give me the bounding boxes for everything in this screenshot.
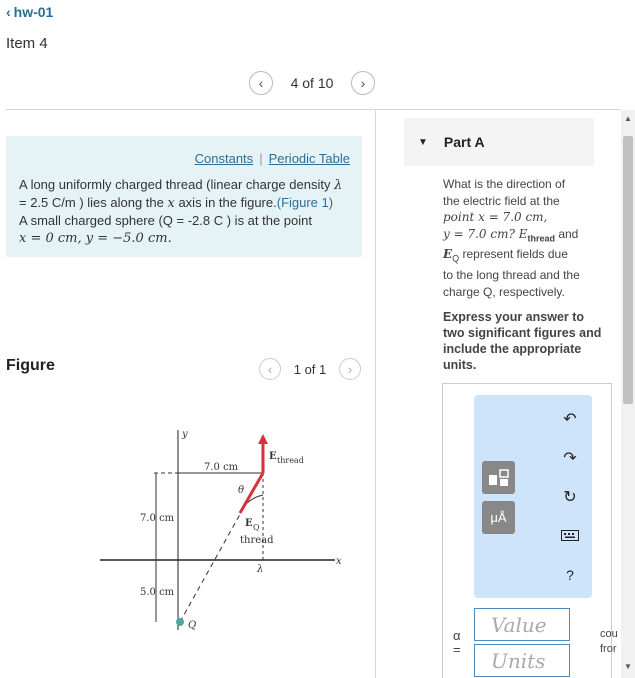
back-to-assignment-link[interactable] bbox=[6, 4, 53, 20]
value-input[interactable]: Value bbox=[474, 608, 570, 641]
periodic-table-link[interactable]: Periodic Table bbox=[268, 151, 350, 166]
problem-text-3: axis in the figure. bbox=[174, 195, 277, 210]
chevron-left-icon: ‹ bbox=[6, 4, 11, 20]
item-pager bbox=[249, 70, 375, 96]
question-line: charge Q, respectively. bbox=[443, 284, 565, 299]
answer-instruction: Express your answer to two significant figures and include the appropriate units. bbox=[443, 310, 602, 372]
units-button[interactable]: μÅ bbox=[482, 501, 515, 534]
chevron-right-icon: › bbox=[347, 361, 353, 377]
e-thread-label: E bbox=[269, 451, 277, 462]
template-icon bbox=[488, 469, 510, 487]
item-title: Item 4 bbox=[6, 35, 48, 52]
question-line: What is the direction of bbox=[443, 177, 566, 191]
redo-icon[interactable]: ↷ bbox=[563, 450, 577, 467]
figure-position-label: 1 of 1 bbox=[293, 361, 327, 377]
part-a-header[interactable] bbox=[404, 118, 594, 166]
math-toolbar bbox=[474, 395, 592, 598]
assignment-name: hw-01 bbox=[13, 4, 54, 20]
question-subscript: thread bbox=[527, 232, 555, 243]
physics-figure bbox=[100, 425, 350, 635]
truncated-text-1: cou bbox=[600, 628, 618, 640]
alpha-symbol: α bbox=[453, 628, 461, 643]
thread-label: thread bbox=[240, 535, 274, 546]
question-line: E bbox=[443, 247, 453, 262]
problem-text-5: x = 0 cm, y = −5.0 cm. bbox=[19, 231, 172, 246]
scroll-up-icon[interactable]: ▲ bbox=[624, 114, 632, 123]
left-dimension-upper-label: 7.0 cm bbox=[140, 513, 175, 524]
question-line: and bbox=[554, 226, 579, 241]
question-line: y = 7.0 cm? E bbox=[443, 226, 528, 241]
question-subscript: Q bbox=[452, 253, 460, 264]
part-title: Part A bbox=[443, 134, 485, 150]
problem-statement bbox=[19, 176, 354, 247]
collapse-triangle-icon: ▼ bbox=[418, 136, 428, 148]
lambda-label: λ bbox=[257, 564, 264, 575]
previous-figure-button[interactable] bbox=[259, 358, 281, 380]
units-input[interactable]: Units bbox=[474, 644, 570, 677]
next-figure-button[interactable] bbox=[339, 358, 361, 380]
question-line: point x = 7.0 cm, bbox=[443, 210, 548, 224]
charge-q-dot bbox=[176, 618, 184, 626]
e-q-label: E bbox=[245, 518, 253, 529]
question-line: represent fields due bbox=[459, 247, 568, 262]
chevron-right-icon: › bbox=[360, 75, 366, 91]
e-q-subscript: Q bbox=[253, 523, 260, 532]
figure-link[interactable]: (Figure 1) bbox=[276, 195, 334, 210]
column-divider bbox=[375, 110, 376, 678]
link-separator: | bbox=[259, 151, 263, 166]
header-divider bbox=[6, 109, 621, 110]
e-thread-arrowhead bbox=[258, 434, 268, 444]
chevron-left-icon: ‹ bbox=[258, 75, 264, 91]
truncated-text-2: fror bbox=[600, 643, 617, 655]
angle-label: θ bbox=[238, 485, 245, 496]
question-line: the electric field at the bbox=[443, 193, 560, 208]
chevron-left-icon: ‹ bbox=[267, 361, 273, 377]
template-button[interactable] bbox=[482, 461, 515, 494]
problem-text-2: = 2.5 C/m ) lies along the bbox=[19, 195, 168, 210]
undo-icon[interactable]: ↶ bbox=[563, 411, 577, 428]
y-axis-label: y bbox=[182, 429, 188, 440]
left-dimension-lower-label: 5.0 cm bbox=[140, 587, 175, 598]
constants-link[interactable]: Constants bbox=[194, 151, 254, 166]
help-icon[interactable]: ? bbox=[566, 567, 574, 583]
figure-pager bbox=[259, 357, 361, 381]
previous-item-button[interactable] bbox=[249, 71, 273, 95]
charge-q-label: Q bbox=[188, 620, 197, 631]
scroll-down-icon[interactable]: ▼ bbox=[624, 662, 632, 671]
keyboard-icon[interactable] bbox=[560, 528, 580, 546]
scroll-thumb[interactable] bbox=[623, 136, 633, 404]
equals-symbol: = bbox=[453, 642, 461, 657]
x-axis-label: x bbox=[336, 556, 342, 567]
resource-links bbox=[195, 151, 350, 166]
item-position-label: 4 of 10 bbox=[290, 75, 334, 91]
top-dimension-label: 7.0 cm bbox=[204, 462, 239, 473]
reset-icon[interactable]: ↻ bbox=[563, 489, 577, 506]
question-text bbox=[443, 176, 603, 300]
question-line: to the long thread and the bbox=[443, 268, 580, 283]
problem-text-1: A long uniformly charged thread (linear charge density bbox=[19, 177, 335, 192]
next-item-button[interactable] bbox=[351, 71, 375, 95]
lambda-symbol: λ bbox=[334, 178, 343, 193]
problem-info-panel bbox=[6, 136, 362, 257]
problem-text-4: A small charged sphere (Q = -2.8 C ) is at the point bbox=[19, 213, 313, 228]
right-scrollbar[interactable] bbox=[621, 110, 635, 678]
figure-heading: Figure bbox=[6, 357, 55, 374]
x-variable: x bbox=[167, 196, 175, 211]
e-thread-subscript: thread bbox=[277, 456, 304, 465]
